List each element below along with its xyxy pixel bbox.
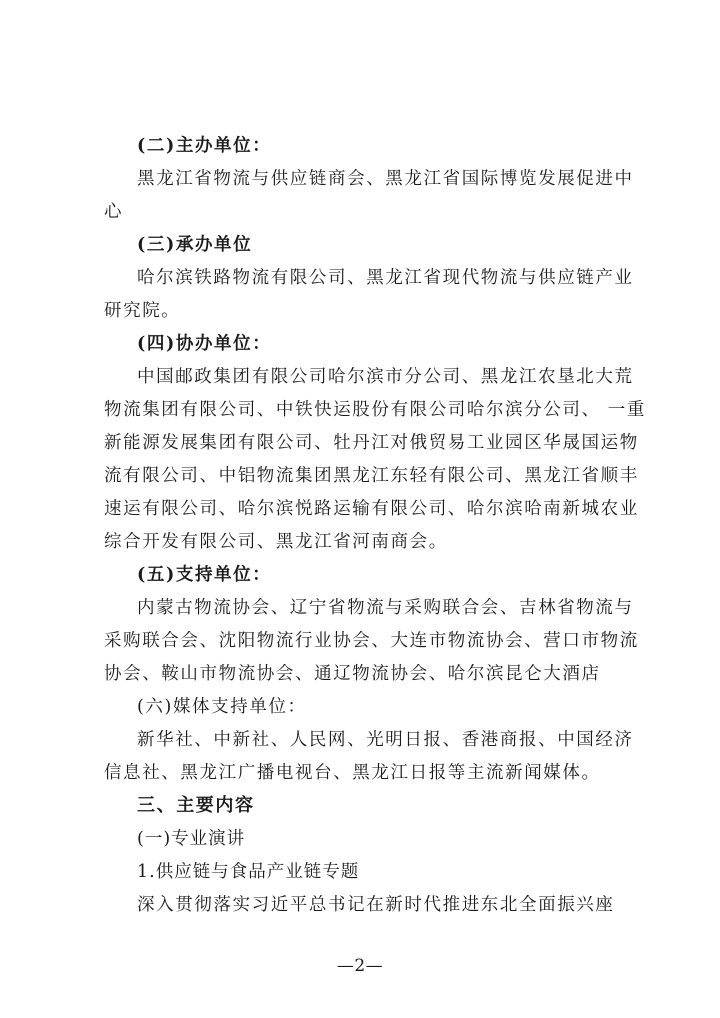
paragraph-line: 物流集团有限公司、中铁快运股份有限公司哈尔滨分公司、 一重 — [104, 400, 646, 420]
paragraph-line: 协会、鞍山市物流协会、通辽物流协会、哈尔滨昆仑大酒店 — [104, 664, 601, 684]
section-heading-main-content: 三、主要内容 — [137, 795, 255, 816]
subheading-lectures: (一)专业演讲 — [137, 829, 246, 849]
item-heading-supply-chain: 1.供应链与食品产业链专题 — [137, 862, 360, 882]
paragraph-line: 黑龙江省物流与供应链商会、黑龙江省国际博览发展促进中 — [137, 169, 634, 189]
heading-co-organizer: (四)协办单位： — [137, 334, 272, 354]
paragraph-line: 中国邮政集团有限公司哈尔滨市分公司、黑龙江农垦北大荒 — [137, 367, 634, 387]
paragraph-line: 速运有限公司、哈尔滨悦路运输有限公司、哈尔滨哈南新城农业 — [104, 499, 639, 519]
paragraph-line: 深入贯彻落实习近平总书记在新时代推进东北全面振兴座 — [137, 895, 615, 915]
paragraph-line: 综合开发有限公司、黑龙江省河南商会。 — [104, 532, 448, 552]
heading-host: (三)承办单位 — [137, 235, 253, 255]
paragraph-line: 流有限公司、中铝物流集团黑龙江东轻有限公司、黑龙江省顺丰 — [104, 466, 639, 486]
paragraph-line: 研究院。 — [104, 301, 181, 321]
paragraph-line: 心 — [104, 202, 124, 222]
page-number: —2— — [336, 956, 384, 976]
paragraph-line: 信息社、黑龙江广播电视台、黑龙江日报等主流新闻媒体。 — [104, 763, 601, 783]
paragraph-line: 新能源发展集团有限公司、牡丹江对俄贸易工业园区华晟国运物 — [104, 433, 639, 453]
paragraph-line: 采购联合会、沈阳物流行业协会、大连市物流协会、营口市物流 — [104, 631, 639, 651]
paragraph-line: 新华社、中新社、人民网、光明日报、香港商报、中国经济 — [137, 730, 634, 750]
heading-organizer: (二)主办单位： — [137, 136, 272, 156]
paragraph-line: 哈尔滨铁路物流有限公司、黑龙江省现代物流与供应链产业 — [137, 268, 634, 288]
heading-media-supporter: (六)媒体支持单位： — [137, 697, 307, 717]
heading-supporter: (五)支持单位： — [137, 565, 272, 585]
paragraph-line: 内蒙古物流协会、辽宁省物流与采购联合会、吉林省物流与 — [137, 598, 634, 618]
